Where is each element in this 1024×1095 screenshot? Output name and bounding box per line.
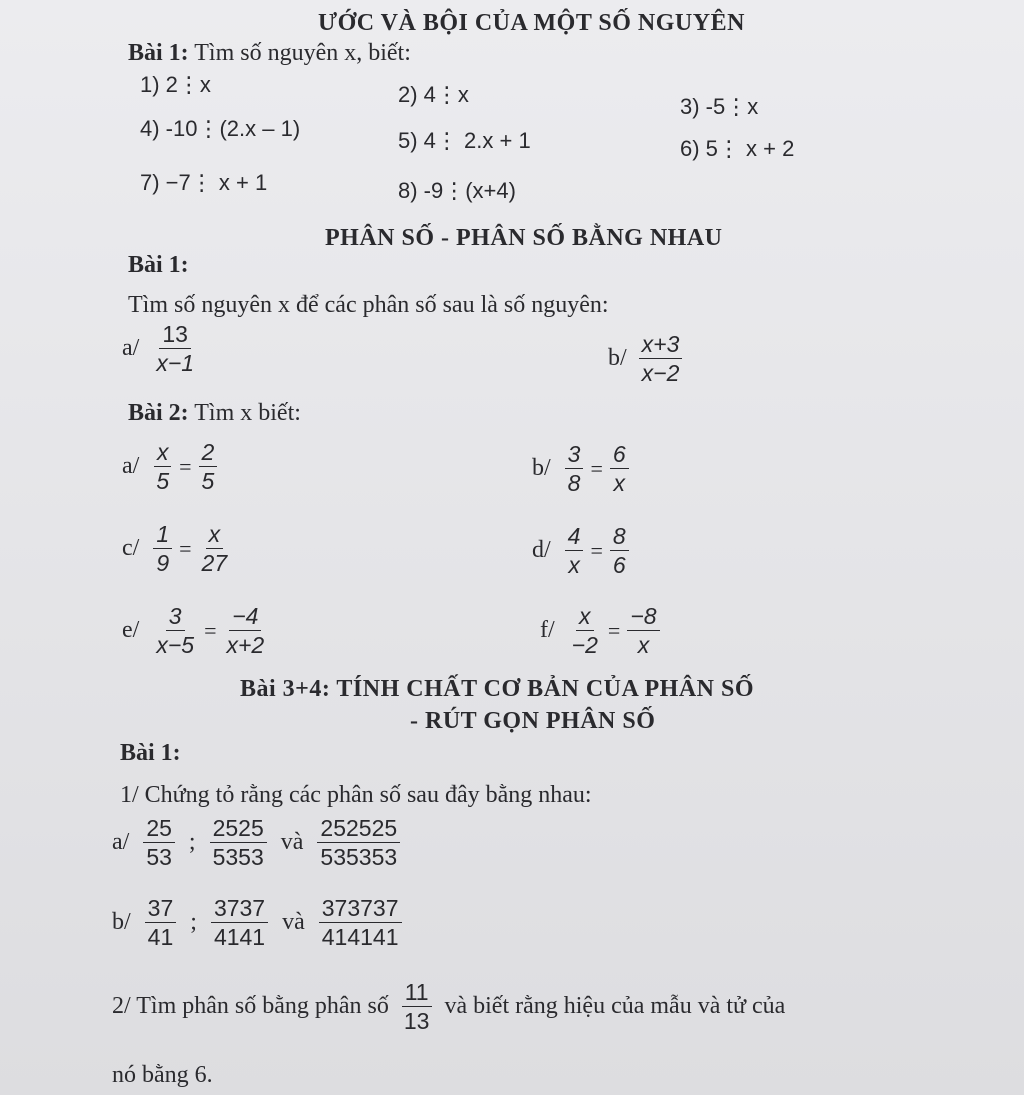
fraction-3 bbox=[319, 896, 402, 949]
item-label: b/ bbox=[532, 455, 551, 482]
numerator: 2 bbox=[199, 440, 218, 467]
bai1-item-b bbox=[608, 332, 686, 385]
item-8: 8) -9⋮(x+4) bbox=[398, 178, 516, 203]
denominator: 5 bbox=[156, 468, 170, 495]
equals-sign: = bbox=[204, 617, 217, 643]
numerator: −4 bbox=[229, 604, 261, 631]
fraction bbox=[639, 332, 683, 385]
fraction-1 bbox=[143, 816, 175, 869]
exercise-1-heading bbox=[128, 40, 411, 67]
denominator: x bbox=[637, 632, 650, 659]
denominator: 4141 bbox=[213, 924, 266, 951]
denominator: 27 bbox=[201, 550, 228, 577]
denominator: 535353 bbox=[320, 844, 398, 871]
denominator: 6 bbox=[612, 552, 626, 579]
bai2-label: Bài 2: bbox=[128, 400, 189, 426]
bai1-item-a bbox=[122, 322, 201, 375]
left-fraction bbox=[569, 604, 601, 657]
numerator: 8 bbox=[610, 524, 629, 551]
section-title-rut-gon: - RÚT GỌN PHÂN SỐ bbox=[410, 708, 656, 734]
right-fraction bbox=[199, 522, 231, 575]
item-label: d/ bbox=[532, 537, 551, 564]
item-6: 6) 5⋮ x + 2 bbox=[680, 136, 795, 161]
left-fraction bbox=[153, 522, 172, 575]
equals-sign: = bbox=[590, 537, 603, 563]
right-fraction bbox=[627, 604, 659, 657]
numerator: 3 bbox=[166, 604, 185, 631]
denominator: x bbox=[613, 470, 626, 497]
section-title-uoc-boi: ƯỚC VÀ BỘI CỦA MỘT SỐ NGUYÊN bbox=[318, 10, 745, 36]
proof-b bbox=[112, 896, 406, 949]
item-7: 7) −7⋮ x + 1 bbox=[140, 170, 268, 195]
denominator: 5 bbox=[201, 468, 215, 495]
equals-sign: = bbox=[179, 453, 192, 479]
fraction-1 bbox=[145, 896, 177, 949]
item-label: a/ bbox=[112, 829, 130, 856]
numerator: 13 bbox=[159, 322, 191, 349]
part2-line2: nó bằng 6. bbox=[112, 1062, 213, 1088]
right-fraction bbox=[199, 440, 218, 493]
denominator: −2 bbox=[571, 632, 598, 659]
item-5: 5) 4⋮ 2.x + 1 bbox=[398, 128, 531, 153]
right-fraction bbox=[610, 524, 629, 577]
denominator: 8 bbox=[567, 470, 581, 497]
denominator: x−1 bbox=[156, 350, 195, 377]
part2-line1 bbox=[112, 980, 785, 1033]
section-title-tinh-chat: Bài 3+4: TÍNH CHẤT CƠ BẢN CỦA PHÂN SỐ bbox=[240, 676, 755, 702]
part2-after: và biết rằng hiệu của mẫu và tử của bbox=[444, 993, 786, 1020]
proof-a bbox=[112, 816, 404, 869]
separator: ; bbox=[188, 829, 196, 856]
denominator: 53 bbox=[146, 844, 172, 871]
denominator: x+2 bbox=[226, 632, 265, 659]
denominator: x bbox=[568, 552, 580, 579]
numerator: 3737 bbox=[211, 896, 268, 923]
numerator: 252525 bbox=[317, 816, 400, 843]
numerator: 11 bbox=[402, 980, 432, 1007]
item-label: b/ bbox=[608, 345, 627, 372]
item-4: 4) -10⋮(2.x – 1) bbox=[140, 116, 301, 141]
item-label: c/ bbox=[122, 535, 140, 562]
and-word: và bbox=[282, 909, 305, 936]
numerator: 25 bbox=[143, 816, 175, 843]
item-label: a/ bbox=[122, 453, 140, 480]
numerator: 6 bbox=[610, 442, 629, 469]
equals-sign: = bbox=[590, 455, 603, 481]
left-fraction bbox=[153, 440, 172, 493]
equals-sign: = bbox=[607, 617, 621, 643]
fraction-2 bbox=[210, 816, 267, 869]
bai2-item-a bbox=[122, 440, 221, 493]
bai2-item-e bbox=[122, 604, 271, 657]
bai2-item-b bbox=[532, 442, 633, 495]
part2-before: 2/ Tìm phân số bằng phân số bbox=[112, 993, 389, 1020]
fraction-3 bbox=[317, 816, 400, 869]
fraction bbox=[401, 980, 433, 1033]
bai2-text: Tìm x biết: bbox=[194, 400, 301, 426]
left-fraction bbox=[153, 604, 197, 657]
denominator: 13 bbox=[403, 1008, 430, 1035]
part1-text: 1/ Chứng tỏ rằng các phân số sau đây bằng nhau: bbox=[120, 782, 592, 808]
denominator: x−5 bbox=[156, 632, 195, 659]
denominator: 414141 bbox=[321, 924, 399, 951]
right-fraction bbox=[610, 442, 629, 495]
numerator: x bbox=[576, 604, 594, 631]
left-fraction bbox=[565, 442, 584, 495]
denominator: 5353 bbox=[212, 844, 264, 871]
denominator: x−2 bbox=[641, 360, 680, 387]
bai1-text: Tìm số nguyên x để các phân số sau là số nguyên: bbox=[128, 292, 609, 318]
numerator: 3 bbox=[565, 442, 584, 469]
numerator: x bbox=[206, 522, 224, 549]
separator: ; bbox=[190, 909, 197, 936]
bai2-item-c bbox=[122, 522, 234, 575]
numerator: 373737 bbox=[319, 896, 402, 923]
numerator: 37 bbox=[145, 896, 177, 923]
numerator: −8 bbox=[627, 604, 659, 631]
numerator: 1 bbox=[153, 522, 172, 549]
section-title-phan-so: PHÂN SỐ - PHÂN SỐ BẰNG NHAU bbox=[325, 225, 723, 251]
bai2-item-d bbox=[532, 524, 633, 577]
exercise-text: Tìm số nguyên x, biết: bbox=[194, 40, 411, 66]
left-fraction bbox=[565, 524, 584, 577]
item-label: f/ bbox=[540, 617, 555, 644]
numerator: 4 bbox=[565, 524, 584, 551]
denominator: 41 bbox=[147, 924, 174, 951]
fraction-2 bbox=[211, 896, 268, 949]
item-1: 1) 2⋮x bbox=[140, 72, 211, 97]
denominator: 9 bbox=[156, 550, 170, 577]
item-label: b/ bbox=[112, 909, 131, 936]
equals-sign: = bbox=[179, 535, 192, 561]
right-fraction bbox=[223, 604, 267, 657]
and-word: và bbox=[280, 829, 304, 856]
bai1-label: Bài 1: bbox=[128, 252, 189, 278]
bai2-item-f bbox=[540, 604, 664, 657]
bai2-heading bbox=[128, 400, 301, 427]
item-label: e/ bbox=[122, 617, 140, 644]
s3-bai1-label: Bài 1: bbox=[120, 740, 181, 766]
exercise-label: Bài 1: bbox=[128, 40, 189, 66]
item-label: a/ bbox=[122, 335, 140, 362]
fraction bbox=[153, 322, 197, 375]
numerator: x bbox=[154, 440, 172, 467]
numerator: x+3 bbox=[639, 332, 683, 359]
item-2: 2) 4⋮x bbox=[398, 82, 469, 107]
numerator: 2525 bbox=[210, 816, 267, 843]
item-3: 3) -5⋮x bbox=[680, 94, 759, 119]
